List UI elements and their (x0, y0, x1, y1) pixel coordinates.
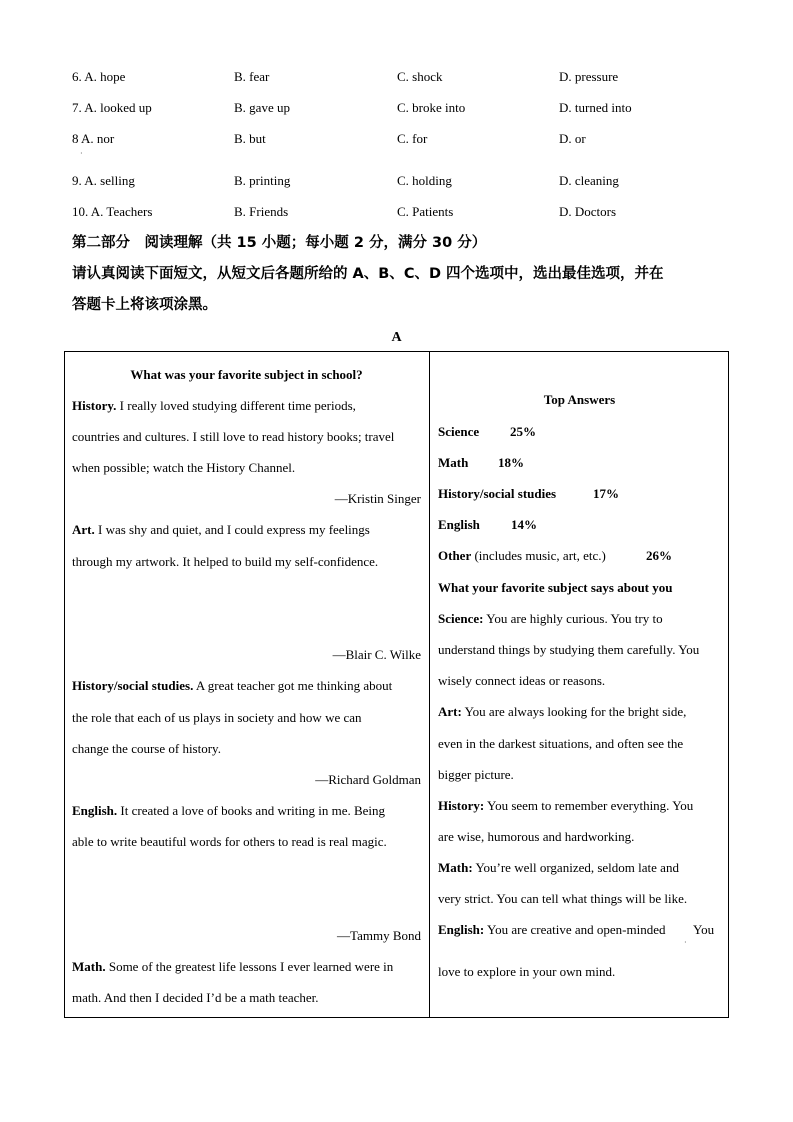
q8-option-c: C. for (397, 131, 428, 146)
math-desc-text1: You’re well organized, seldom late and (472, 860, 679, 875)
science-label: Science: (438, 611, 484, 626)
q10-option-c: C. Patients (397, 204, 454, 219)
hs-line3: change the course of history. (72, 741, 221, 756)
hs-signature: —Richard Goldman (315, 772, 421, 787)
hs-line2: the role that each of us plays in society and how we can (72, 710, 362, 725)
answer-label: History/social studies (438, 486, 557, 501)
answer-label: Science (438, 424, 480, 439)
q6-option-b: B. fear (234, 69, 270, 84)
q9-option-b: B. printing (234, 173, 291, 188)
history-desc-label: History: (438, 798, 485, 813)
art-desc-line1 (438, 704, 686, 720)
history-line3: when possible; watch the History Channel. (72, 460, 296, 475)
q10-option-a: 10. A. Teachers (72, 204, 153, 219)
math-desc-line2: very strict. You can tell what things will be like. (438, 891, 688, 906)
q7-option-d: D. turned into (559, 100, 632, 115)
history-desc-line1 (438, 798, 693, 814)
history-line1 (72, 398, 356, 414)
q7-option-c: C. broke into (397, 100, 466, 115)
science-line3: wisely connect ideas or reasons. (438, 673, 606, 688)
q8-option-d: D. or (559, 131, 586, 146)
left-title: What was your favorite subject in school? (130, 367, 363, 382)
answer-label-group (438, 548, 606, 564)
q10-option-b: B. Friends (234, 204, 289, 219)
art-line2: through my artwork. It helped to build my self-confidence. (72, 554, 379, 569)
answer-value: 18% (498, 455, 524, 470)
says-title: What your favorite subject says about you (438, 580, 673, 595)
english-desc-text1: You are creative and open-minded (484, 922, 666, 937)
hs-label: History/social studies. (72, 678, 194, 693)
english-signature: —Tammy Bond (337, 928, 421, 943)
history-signature: —Kristin Singer (334, 491, 421, 506)
answer-label: Math (438, 455, 469, 470)
math-text1: Some of the greatest life lessons I ever learned were in (105, 959, 394, 974)
hs-text1: A great teacher got me thinking about (193, 678, 393, 693)
art-desc-line3: bigger picture. (438, 767, 514, 782)
math-desc-line1 (438, 860, 679, 876)
q8-option-a: 8 A. nor (72, 131, 115, 146)
q10-option-d: D. Doctors (559, 204, 617, 219)
q9-option-d: D. cleaning (559, 173, 619, 188)
art-text1: I was shy and quiet, and I could express my feelings (94, 522, 370, 537)
answer-label: English (438, 517, 480, 532)
answer-value: 26% (646, 548, 672, 563)
q6-option-c: C. shock (397, 69, 443, 84)
answer-value: 14% (511, 517, 537, 532)
art-signature: —Blair C. Wilke (332, 647, 421, 662)
answer-value: 17% (593, 486, 619, 501)
english-desc-line1-end: You (693, 922, 715, 937)
english-desc-line1 (438, 922, 665, 938)
q6-option-d: D. pressure (559, 69, 619, 84)
history-desc-text1: You seem to remember everything. You (484, 798, 694, 813)
english-desc-label: English: (438, 922, 485, 937)
art-desc-text1: You are always looking for the bright side, (461, 704, 687, 719)
art-desc-label: Art: (438, 704, 462, 719)
english-desc-line2: love to explore in your own mind. (438, 964, 616, 979)
table-column-divider (429, 351, 430, 1018)
english-line1 (72, 803, 385, 819)
math-label: Math. (72, 959, 106, 974)
hs-line1 (72, 678, 392, 694)
art-label: Art. (72, 522, 95, 537)
science-line1 (438, 611, 663, 627)
section-instruction-line1: 请认真阅读下面短文，从短文后各题所给的 A、B、C、D 四个选项中，选出最佳选项，并在 (72, 266, 664, 282)
history-line2: countries and cultures. I still love to read history books; travel (72, 429, 395, 444)
q7-option-b: B. gave up (234, 100, 290, 115)
q9-option-c: C. holding (397, 173, 452, 188)
q7-option-a: 7. A. looked up (72, 100, 152, 115)
history-desc-line2: are wise, humorous and hardworking. (438, 829, 635, 844)
answer-value: 25% (510, 424, 536, 439)
stray-mark: · (684, 938, 687, 947)
math-desc-label: Math: (438, 860, 473, 875)
q8-option-b: B. but (234, 131, 266, 146)
answer-note: (includes music, art, etc.) (471, 548, 606, 563)
science-line2: understand things by studying them carefully. You (438, 642, 700, 657)
english-text1: It created a love of books and writing in me. Being (117, 803, 386, 818)
top-answers-title: Top Answers (543, 392, 616, 407)
section-heading: 第二部分 阅读理解（共 15 小题；每小题 2 分，满分 30 分） (72, 235, 487, 251)
passage-label: A (391, 330, 402, 345)
stray-mark: · (80, 149, 83, 158)
science-text1: You are highly curious. You try to (483, 611, 663, 626)
history-text1: I really loved studying different time periods, (116, 398, 356, 413)
art-desc-line2: even in the darkest situations, and often see the (438, 736, 684, 751)
answer-label: Other (438, 548, 472, 563)
history-label: History. (72, 398, 117, 413)
section-instruction-line2: 答题卡上将该项涂黑。 (72, 297, 217, 313)
q9-option-a: 9. A. selling (72, 173, 135, 188)
math-line2: math. And then I decided I’d be a math teacher. (72, 990, 319, 1005)
english-line2: able to write beautiful words for others to read is real magic. (72, 834, 387, 849)
english-label: English. (72, 803, 118, 818)
art-line1 (72, 522, 370, 538)
q6-option-a: 6. A. hope (72, 69, 126, 84)
math-line1 (72, 959, 393, 975)
